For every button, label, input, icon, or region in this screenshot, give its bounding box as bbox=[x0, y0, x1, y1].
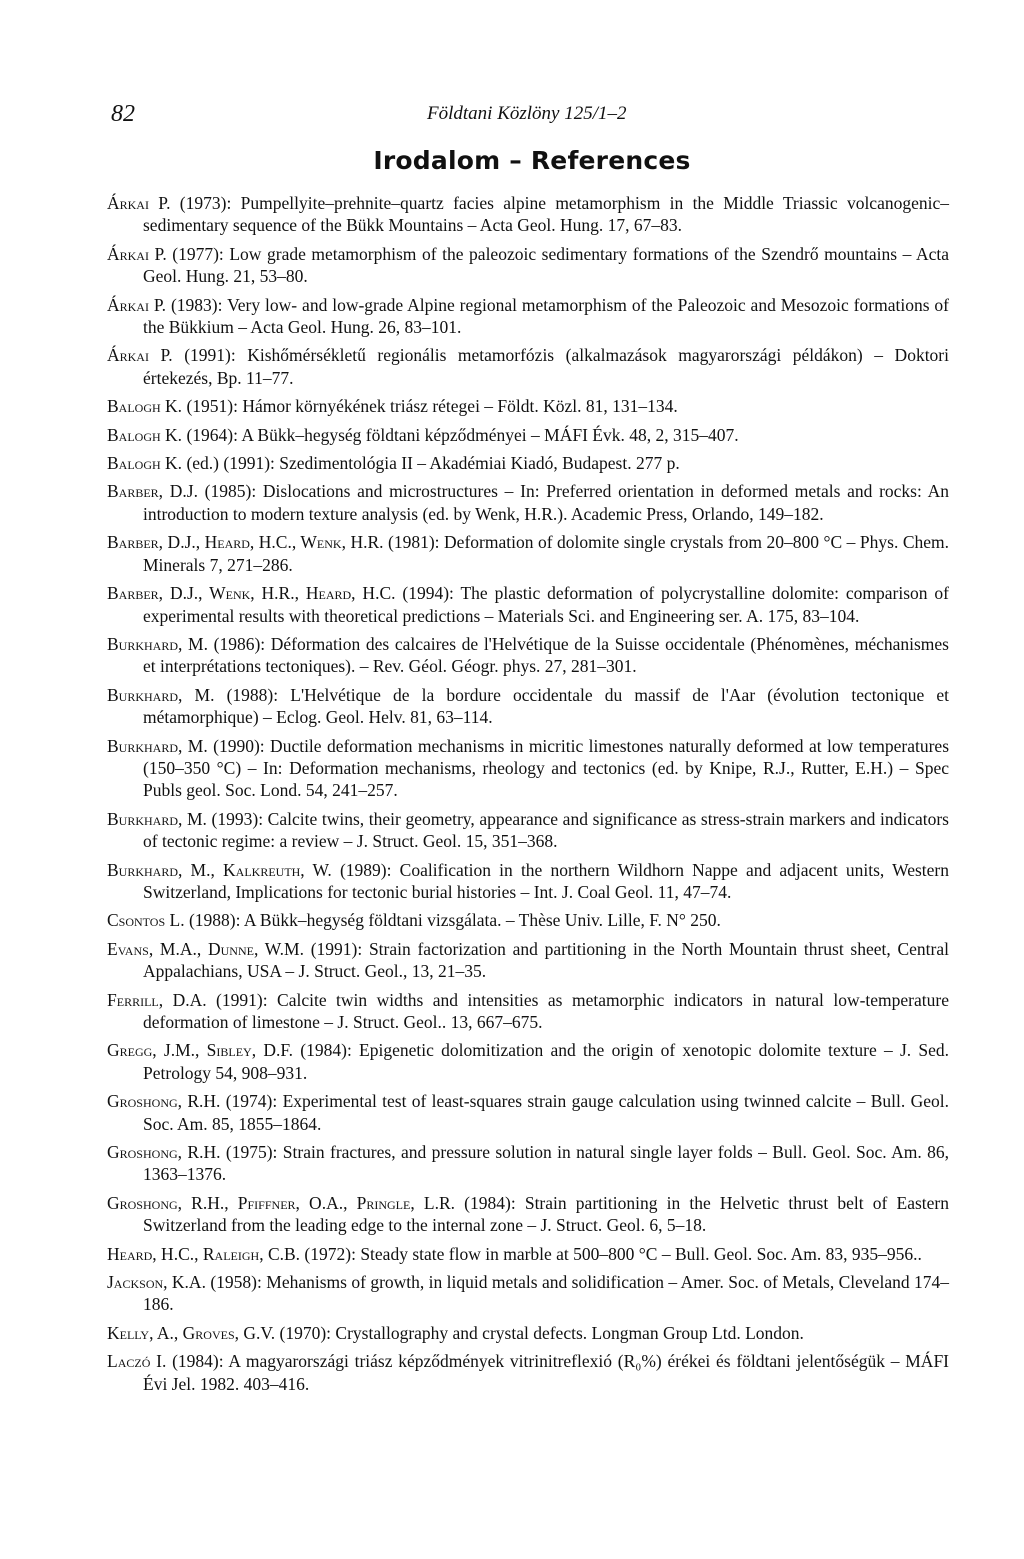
reference-entry bbox=[107, 1271, 949, 1316]
reference-text: (1985): Dislocations and microstructures – In: Preferred orientation in deformed metals and rocks: An introduction to modern texture analysis (ed. by Wenk, H.R.). Academic Press, Orlando, 149–182. bbox=[143, 481, 949, 524]
reference-authors: Burkhard, M., Kalkreuth, W. bbox=[107, 859, 332, 880]
reference-text: (1984): Strain partitioning in the Helvetic thrust belt of Eastern Switzerland from the leading edge to the internal zone – J. Struct. Geol. 6, 5–18. bbox=[143, 1192, 949, 1236]
reference-entry bbox=[107, 531, 949, 576]
reference-text: (1984): A magyarországi triász képződmények vitrinitreflexió (R₀%) érékei és földtani jelentőségük – MÁFI Évi Jel. 1982. 403–416. bbox=[143, 1351, 950, 1394]
reference-entry bbox=[107, 989, 949, 1034]
reference-text: (1958): Mehanisms of growth, in liquid metals and solidification – Amer. Soc. of Metals, Cleveland 174–186. bbox=[143, 1272, 949, 1315]
reference-entry bbox=[107, 1322, 949, 1344]
reference-authors: Laczó I. bbox=[107, 1351, 167, 1372]
reference-authors: Burkhard, M. bbox=[107, 684, 215, 705]
reference-authors: Burkhard, M. bbox=[107, 808, 207, 829]
reference-entry bbox=[107, 480, 949, 525]
reference-entry bbox=[107, 243, 949, 288]
reference-authors: Balogh K. bbox=[107, 453, 183, 474]
reference-entry bbox=[107, 1243, 949, 1265]
reference-entry bbox=[107, 582, 949, 627]
reference-entry bbox=[107, 192, 949, 237]
reference-text: (1984): Epigenetic dolomitization and the origin of xenotopic dolomite texture – J. Sed. Petrology 54, 908–931. bbox=[143, 1040, 950, 1083]
reference-authors: Barber, D.J., Heard, H.C., Wenk, H.R. bbox=[107, 532, 384, 553]
reference-text: (1974): Experimental test of least-squares strain gauge calculation using twinned calcite – Bull. Geol. Soc. Am. 85, 1855–1864. bbox=[143, 1091, 949, 1134]
reference-entry bbox=[107, 633, 949, 678]
reference-entry bbox=[107, 735, 949, 802]
reference-entry bbox=[107, 452, 949, 474]
reference-authors: Jackson, K.A. bbox=[107, 1272, 206, 1293]
reference-authors: Heard, H.C., Raleigh, C.B. bbox=[107, 1243, 301, 1264]
reference-text: (1975): Strain fractures, and pressure solution in natural single layer folds – Bull. Geol. Soc. Am. 86, 1363–1376. bbox=[143, 1142, 949, 1185]
reference-text: (1988): A Bükk–hegység földtani vizsgálata. – Thèse Univ. Lille, F. N° 250. bbox=[184, 910, 721, 931]
reference-text: (1991): Calcite twin widths and intensities as metamorphic indicators in natural low-temperature deformation of limestone – J. Struct. Geol.. 13, 667–675. bbox=[143, 989, 949, 1032]
reference-authors: Balogh K. bbox=[107, 396, 183, 417]
reference-list bbox=[107, 192, 949, 1401]
reference-authors: Árkai P. bbox=[107, 294, 167, 315]
reference-authors: Groshong, R.H. bbox=[107, 1142, 221, 1163]
reference-entry bbox=[107, 344, 949, 389]
reference-entry bbox=[107, 1192, 949, 1237]
reference-entry bbox=[107, 938, 949, 983]
reference-entry bbox=[107, 395, 949, 417]
section-title: Irodalom – References bbox=[373, 146, 691, 175]
reference-authors: Balogh K. bbox=[107, 424, 183, 445]
reference-entry bbox=[107, 1090, 949, 1135]
journal-running-head: Földtani Közlöny 125/1–2 bbox=[427, 103, 627, 124]
reference-text: (ed.) (1991): Szedimentológia II – Akadémiai Kiadó, Budapest. 277 p. bbox=[182, 453, 680, 474]
reference-authors: Árkai P. bbox=[107, 345, 173, 366]
reference-entry bbox=[107, 1141, 949, 1186]
reference-authors: Groshong, R.H. bbox=[107, 1091, 221, 1112]
reference-text: (1983): Very low- and low-grade Alpine regional metamorphism of the Paleozoic and Mesozoic formations of the Bükkium – Acta Geol. Hung. 26, 83–101. bbox=[143, 294, 949, 338]
reference-authors: Barber, D.J. bbox=[107, 481, 198, 502]
reference-entry bbox=[107, 424, 949, 446]
page-number: 82 bbox=[111, 101, 135, 127]
reference-text: (1988): L'Helvétique de la bordure occidentale du massif de l'Aar (évolution tectonique et métamorphique) – Eclog. Geol. Helv. 81, 63–114. bbox=[143, 684, 949, 728]
reference-text: (1989): Coalification in the northern Wildhorn Nappe and adjacent units, Western Switzerland, Implications for tectonic burial histories – Int. J. Coal Geol. 11, 47–74. bbox=[143, 859, 949, 902]
reference-text: (1972): Steady state flow in marble at 500–800 °C – Bull. Geol. Soc. Am. 83, 935–956.. bbox=[300, 1243, 922, 1264]
reference-authors: Gregg, J.M., Sibley, D.F. bbox=[107, 1040, 294, 1061]
reference-authors: Burkhard, M. bbox=[107, 633, 208, 654]
reference-text: (1993): Calcite twins, their geometry, appearance and significance as stress-strain markers and indicators of tectonic regime: a review – J. Struct. Geol. 15, 351–368. bbox=[143, 808, 949, 852]
reference-authors: Burkhard, M. bbox=[107, 735, 208, 756]
reference-authors: Árkai P. bbox=[107, 193, 171, 213]
reference-entry bbox=[107, 684, 949, 729]
reference-text: (1970): Crystallography and crystal defects. Longman Group Ltd. London. bbox=[275, 1322, 804, 1343]
reference-authors: Barber, D.J., Wenk, H.R., Heard, H.C. bbox=[107, 583, 396, 604]
reference-text: (1977): Low grade metamorphism of the paleozoic sedimentary formations of the Szendrő mountains – Acta Geol. Hung. 21, 53–80. bbox=[143, 243, 949, 287]
reference-entry bbox=[107, 808, 949, 853]
reference-text: (1981): Deformation of dolomite single crystals from 20–800 °C – Phys. Chem. Minerals 7, 271–286. bbox=[143, 532, 949, 575]
reference-authors: Groshong, R.H., Pfiffner, O.A., Pringle, L.R. bbox=[107, 1192, 455, 1213]
reference-authors: Evans, M.A., Dunne, W.M. bbox=[107, 938, 304, 959]
reference-authors: Árkai P. bbox=[107, 243, 167, 264]
reference-text: (1964): A Bükk–hegység földtani képződményei – MÁFI Évk. 48, 2, 315–407. bbox=[182, 424, 739, 445]
reference-text: (1951): Hámor környékének triász rétegei – Földt. Közl. 81, 131–134. bbox=[182, 396, 678, 417]
reference-text: (1990): Ductile deformation mechanisms in micritic limestones naturally deformed at low temperatures (150–350 °C) – In: Deformation mechanisms, rheology and tectonics (ed. by Knipe, R.J., Rutter, E.H.) – Spec Publs geol. Soc. Lond. 54, 241–257. bbox=[143, 735, 950, 801]
reference-text: (1994): The plastic deformation of polycrystalline dolomite: comparison of experimental results with theoretical predictions – Materials Sci. and Engineering ser. A. 175, 83–104. bbox=[143, 583, 950, 626]
reference-authors: Csontos L. bbox=[107, 910, 185, 931]
reference-entry bbox=[107, 859, 949, 904]
reference-authors: Kelly, A., Groves, G.V. bbox=[107, 1322, 276, 1343]
reference-text: (1973): Pumpellyite–prehnite–quartz facies alpine metamorphism in the Middle Triassic volcanogenic–sedimentary sequence of the Bükk Mountains – Acta Geol. Hung. 17, 67–83. bbox=[143, 193, 949, 236]
reference-entry bbox=[107, 294, 949, 339]
reference-text: (1991): Strain factorization and partitioning in the North Mountain thrust sheet, Central Appalachians, USA – J. Struct. Geol., 13, 21–35. bbox=[143, 938, 949, 982]
reference-text: (1991): Kishőmérsékletű regionális metamorfózis (alkalmazások magyarországi példákon) – Doktori értekezés, Bp. 11–77. bbox=[143, 345, 950, 388]
reference-entry bbox=[107, 1350, 949, 1395]
reference-entry bbox=[107, 1039, 949, 1084]
reference-text: (1986): Déformation des calcaires de l'Helvétique de la Suisse occidentale (Phénomènes, méchanismes et interprétations tectoniques). – Rev. Géol. Géogr. phys. 27, 281–301. bbox=[143, 633, 949, 677]
reference-entry bbox=[107, 909, 949, 931]
reference-authors: Ferrill, D.A. bbox=[107, 989, 207, 1010]
